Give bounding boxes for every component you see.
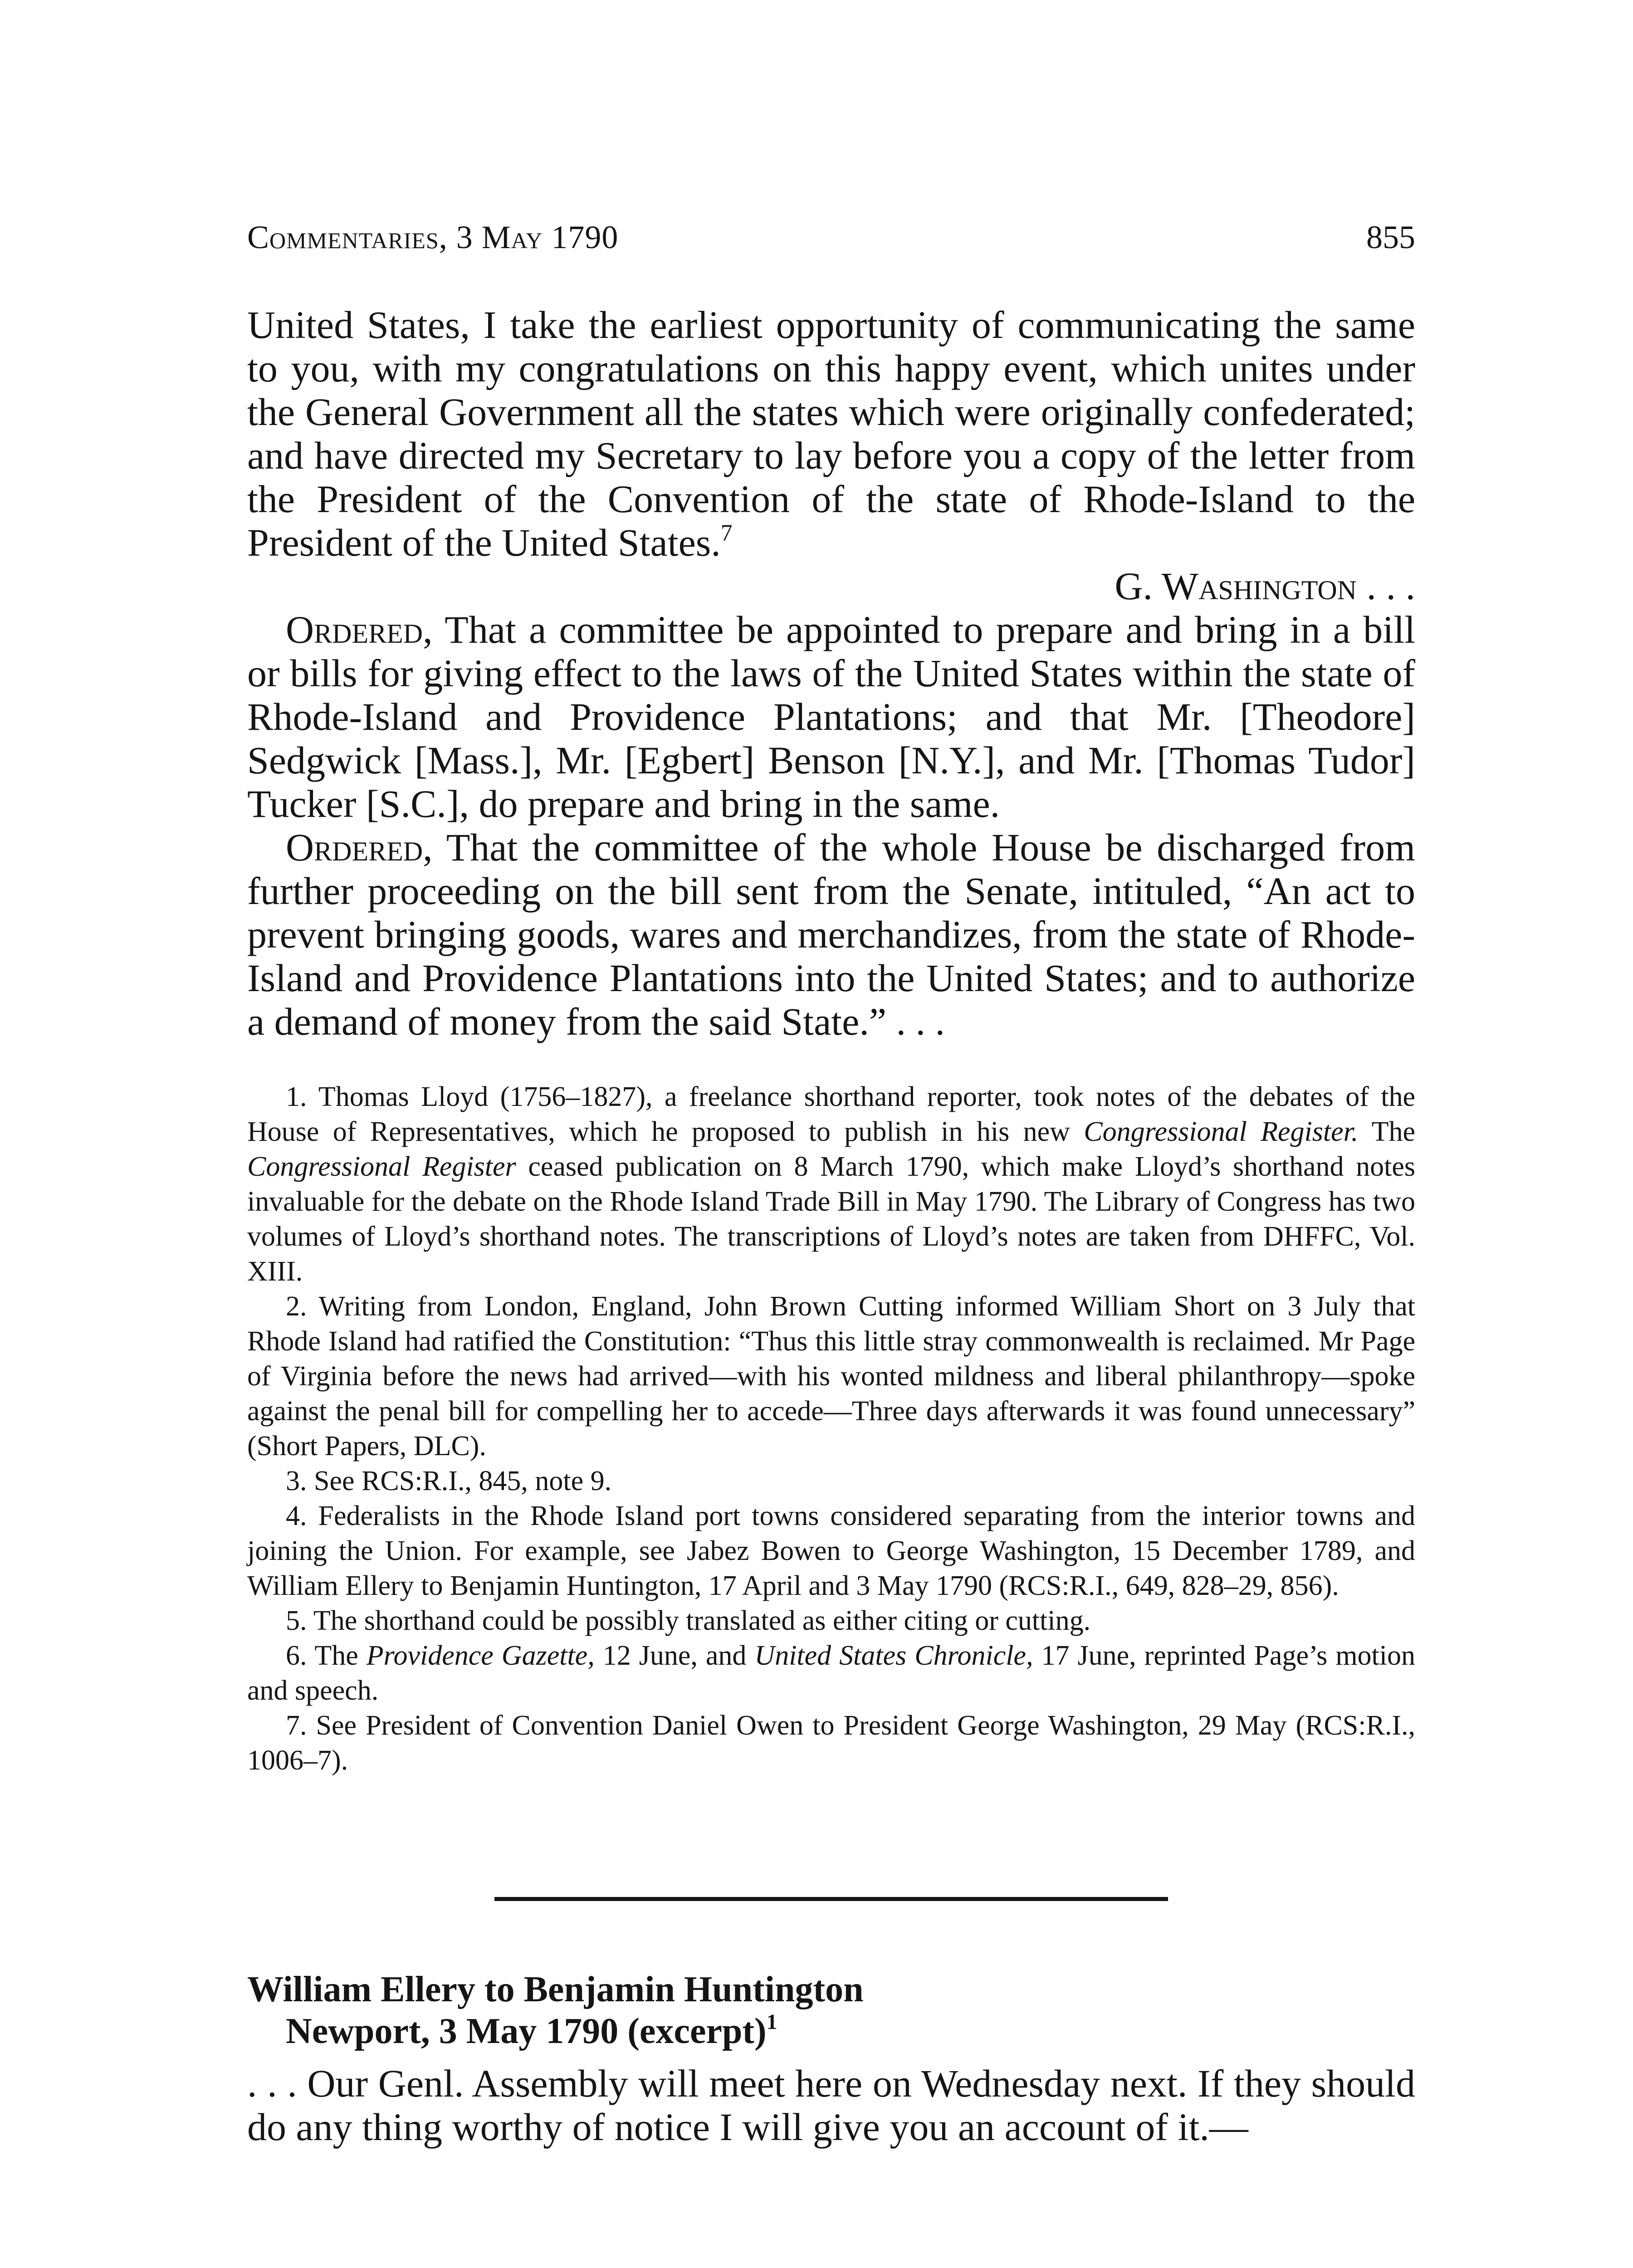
footnote-ref[interactable]: 7	[720, 520, 733, 546]
footnote: 1. Thomas Lloyd (1756–1827), a freelance shorthand reporter, took notes of the debates of the House of Representatives, which he proposed to publish in his new Congressional Register. The Congressional Register ceased publication on 8 March 1790, which make Lloyd’s shorthand notes invaluable for the debate on the Rhode Island Trade Bill in May 1790. The Library of Congress has two volumes of Lloyd’s shorthand notes. The transcriptions of Lloyd’s notes are taken from DHFFC, Vol. XIII.	[247, 1081, 1415, 1287]
document-heading	[247, 1969, 1415, 2052]
ordered-label: Ordered,	[286, 826, 433, 869]
running-head	[247, 217, 1415, 258]
footnote-ref[interactable]: 1	[766, 2009, 777, 2034]
footnote: 3. See RCS:R.I., 845, note 9.	[286, 1466, 612, 1496]
footnote: 4. Federalists in the Rhode Island port towns considered separating from the interior towns and joining the Union. For example, see Jabez Bowen to George Washington, 15 December 1789, and William Ellery to Benjamin Huntington, 17 April and 3 May 1790 (RCS:R.I., 649, 828–29, 856).	[247, 1501, 1415, 1601]
document-text	[247, 2062, 1415, 2149]
ordered-label: Ordered,	[286, 608, 433, 651]
running-head-title: Commentaries, 3 May 1790	[247, 219, 619, 255]
footnotes	[247, 1080, 1415, 1778]
document-title: William Ellery to Benjamin Huntington	[247, 1970, 864, 2009]
main-text	[247, 303, 1415, 1043]
footnote: 6. The Providence Gazette, 12 June, and United States Chronicle, 17 June, reprinted Page’s motion and speech.	[247, 1640, 1416, 1706]
footnote: 2. Writing from London, England, John Brown Cutting informed William Short on 3 July that Rhode Island had ratified the Constitution: “Thus this little stray commonwealth is reclaimed. Mr Page of Virginia before the news had arrived—with his wonted mildness and liberal philanthropy—spoke against the penal bill for compelling her to accede—Three days afterwards it was found unnecessary” (Short Papers, DLC).	[247, 1291, 1415, 1461]
paragraph: Ordered, That a committee be appointed to prepare and bring in a bill or bills for giving effect to the laws of the United States within the state of Rhode-Island and Providence Plantations; and that Mr. [Theodore] Sedgwick [Mass.], Mr. [Egbert] Benson [N.Y.], and Mr. [Thomas Tudor] Tucker [S.C.], do prepare and bring in the same.	[247, 608, 1415, 826]
section-divider	[494, 1897, 1168, 1901]
footnote: 7. See President of Convention Daniel Owen to President George Washington, 29 May (RCS:R.I., 1006–7).	[247, 1710, 1415, 1776]
page-number: 855	[1366, 219, 1415, 255]
paragraph: Ordered, That the committee of the whole House be discharged from further proceeding on the bill sent from the Senate, intituled, “An act to prevent bringing goods, wares and merchandizes, from the state of Rhode-Island and Providence Plantations into the United States; and to authorize a demand of money from the said State.” . . .	[247, 826, 1415, 1043]
footnote: 5. The shorthand could be possibly translated as either citing or cutting.	[286, 1605, 1091, 1636]
signature: G. Washington . . .	[1115, 564, 1415, 608]
paragraph: . . . Our Genl. Assembly will meet here on Wednesday next. If they should do any thing worthy of notice I will give you an account of it.—	[247, 2062, 1415, 2149]
paragraph: United States, I take the earliest opportunity of communicating the same to you, with my congratulations on this happy event, which unites under the General Government all the states which were originally confederated; and have directed my Secretary to lay before you a copy of the letter from the President of the Convention of the state of Rhode-Island to the President of the United States.$^7$	[247, 303, 1415, 564]
document-subtitle: Newport, 3 May 1790 (excerpt)$^1$	[286, 2009, 777, 2051]
